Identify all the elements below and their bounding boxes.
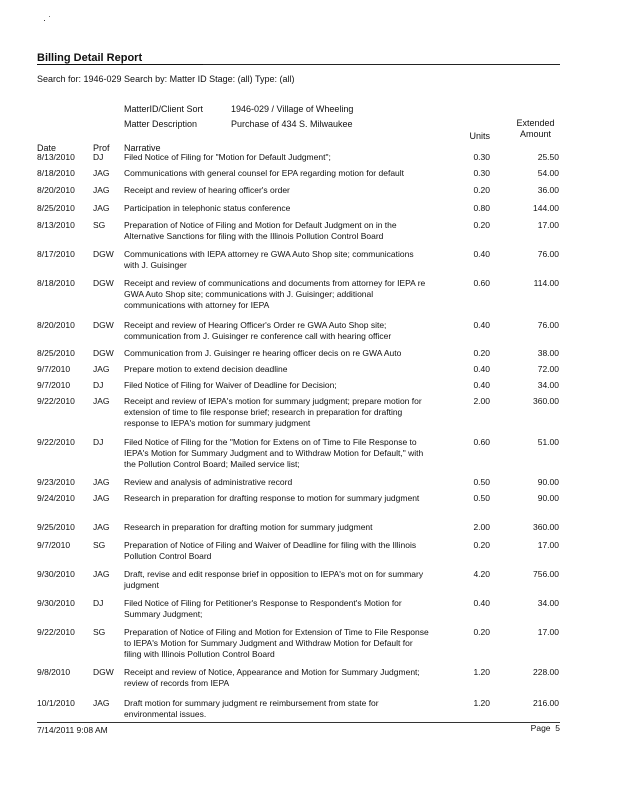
entry-amount: 360.00 (533, 522, 559, 532)
entry-prof: JAG (93, 185, 110, 195)
entry-date: 9/25/2010 (37, 522, 75, 532)
entry-prof: JAG (93, 522, 110, 532)
entry-prof: SG (93, 627, 106, 637)
entry-units: 1.20 (473, 667, 490, 677)
entry-amount: 114.00 (533, 278, 559, 288)
entry-prof: JAG (93, 698, 110, 708)
entry-units: 0.20 (473, 220, 490, 230)
matter-value: 1946-029 / Village of Wheeling (231, 104, 354, 114)
prof-header: Prof (93, 143, 110, 153)
entry-units: 2.00 (473, 396, 490, 406)
entry-prof: DGW (93, 348, 114, 358)
entry-amount: 76.00 (537, 320, 559, 330)
entry-amount: 72.00 (537, 364, 559, 374)
entry-date: 10/1/2010 (37, 698, 75, 708)
entry-units: 4.20 (473, 569, 490, 579)
entry-units: 0.20 (473, 348, 490, 358)
entry-narrative: Filed Notice of Filing for the "Motion for Extens on of Time to File Response to IEPA's Motion for Summary Judgment and to Withdraw Motion for Default," with the Pollution Control Board; Mailed service list; (124, 437, 424, 469)
entry-narrative: Review and analysis of administrative record (124, 477, 293, 487)
entry-date: 9/23/2010 (37, 477, 75, 487)
entry-narrative: Filed Notice of Filing for Petitioner's Response to Respondent's Motion for Summary Judgment; (124, 598, 402, 619)
report-title: Billing Detail Report (37, 52, 143, 64)
entry-amount: 17.00 (537, 220, 559, 230)
entry-narrative: Communications with general counsel for EPA regarding motion for default (124, 168, 405, 178)
entry-date: 8/13/2010 (37, 220, 75, 230)
entry-units: 0.20 (473, 627, 490, 637)
entry-prof: DGW (93, 249, 114, 259)
entry-date: 9/30/2010 (37, 569, 75, 579)
entry-date: 8/18/2010 (37, 278, 75, 288)
entry-narrative: Preparation of Notice of Filing and Motion for Default Judgment on in the Alternative Sanctions for filing with the Illinois Pollution Control Board (124, 220, 397, 241)
entry-date: 9/8/2010 (37, 667, 71, 677)
entry-prof: JAG (93, 396, 110, 406)
entry-date: 9/24/2010 (37, 493, 75, 503)
entry-amount: 34.00 (537, 598, 559, 608)
entry-units: 0.40 (473, 598, 490, 608)
entry-narrative: Research in preparation for drafting response to motion for summary judgment (124, 493, 420, 503)
entry-prof: JAG (93, 364, 110, 374)
amount-header-line2: Amount (519, 129, 552, 139)
entry-date: 8/18/2010 (37, 168, 75, 178)
entry-amount: 36.00 (537, 185, 559, 195)
entry-amount: 17.00 (537, 627, 559, 637)
entry-date: 9/22/2010 (37, 627, 75, 637)
entry-amount: 17.00 (537, 540, 559, 550)
entry-amount: 90.00 (537, 477, 559, 487)
entry-units: 0.80 (473, 203, 490, 213)
entry-units: 0.50 (473, 493, 490, 503)
entry-date: 9/7/2010 (37, 364, 71, 374)
entry-amount: 90.00 (537, 493, 559, 503)
description-label: Matter Description (124, 119, 198, 129)
corner-mark: · ˙ (43, 15, 52, 25)
entry-amount: 34.00 (537, 380, 559, 390)
page-label: Page (530, 723, 551, 733)
entry-units: 0.60 (473, 437, 490, 447)
entry-amount: 228.00 (533, 667, 559, 677)
entry-prof: DGW (93, 320, 114, 330)
printed-timestamp: 7/14/2011 9:08 AM (37, 725, 108, 735)
entry-amount: 25.50 (537, 152, 559, 162)
entry-date: 9/7/2010 (37, 540, 71, 550)
page-number: 5 (555, 723, 560, 733)
entry-date: 9/22/2010 (37, 396, 75, 406)
entry-amount: 216.00 (533, 698, 559, 708)
date-header: Date (37, 143, 57, 153)
entry-prof: DJ (93, 598, 104, 608)
entry-prof: JAG (93, 477, 110, 487)
entry-narrative: Preparation of Notice of Filing and Waiver of Deadline for filing with the Illinois Pollution Control Board (124, 540, 417, 561)
entry-units: 1.20 (473, 698, 490, 708)
entry-amount: 756.00 (533, 569, 559, 579)
page-indicator (520, 723, 560, 733)
entry-date: 8/13/2010 (37, 152, 75, 162)
entry-narrative: Draft motion for summary judgment re reimbursement from state for environmental issues. (124, 698, 379, 719)
entry-units: 0.40 (473, 320, 490, 330)
entry-narrative: Filed Notice of Filing for "Motion for Default Judgment"; (124, 152, 331, 162)
title-underline (37, 64, 203, 65)
entry-narrative: Draft, revise and edit response brief in opposition to IEPA's mot on for summary judgment (124, 569, 424, 590)
entry-amount: 54.00 (537, 168, 559, 178)
entry-narrative: Receipt and review of Hearing Officer's Order re GWA Auto Shop site; communication from J. Guisinger re conference call with hearing officer (124, 320, 392, 341)
entry-amount: 360.00 (533, 396, 559, 406)
entry-units: 0.40 (473, 364, 490, 374)
entry-units: 0.20 (473, 185, 490, 195)
entry-date: 8/20/2010 (37, 320, 75, 330)
entry-prof: JAG (93, 569, 110, 579)
units-header: Units (469, 131, 490, 141)
entry-prof: DGW (93, 667, 114, 677)
entry-prof: DJ (93, 380, 104, 390)
amount-header-line1: Extended (516, 118, 555, 128)
entry-prof: JAG (93, 168, 110, 178)
entry-narrative: Prepare motion to extend decision deadline (124, 364, 288, 374)
entry-amount: 51.00 (537, 437, 559, 447)
entry-date: 9/22/2010 (37, 437, 75, 447)
entry-date: 9/7/2010 (37, 380, 71, 390)
entry-narrative: Receipt and review of hearing officer's order (124, 185, 290, 195)
entry-narrative: Participation in telephonic status conference (124, 203, 291, 213)
entry-narrative: Communication from J. Guisinger re hearing officer decis on re GWA Auto (124, 348, 402, 358)
entry-date: 8/25/2010 (37, 348, 75, 358)
entry-date: 9/30/2010 (37, 598, 75, 608)
entry-units: 0.30 (473, 152, 490, 162)
entry-units: 0.40 (473, 249, 490, 259)
entry-narrative: Receipt and review of communications and documents from attorney for IEPA re GWA Auto Shop site; communications with J. Guisinger; additional communications with attorney for IEPA (124, 278, 426, 310)
entry-amount: 76.00 (537, 249, 559, 259)
entry-narrative: Communications with IEPA attorney re GWA Auto Shop site; communications with J. Guisinger (124, 249, 414, 270)
narrative-header: Narrative (124, 143, 161, 153)
entry-date: 8/25/2010 (37, 203, 75, 213)
entry-prof: SG (93, 540, 106, 550)
entry-prof: DJ (93, 152, 104, 162)
entry-prof: JAG (93, 493, 110, 503)
entry-prof: SG (93, 220, 106, 230)
entry-units: 0.50 (473, 477, 490, 487)
entry-units: 2.00 (473, 522, 490, 532)
entry-units: 0.20 (473, 540, 490, 550)
entry-units: 0.30 (473, 168, 490, 178)
entry-narrative: Receipt and review of Notice, Appearance and Motion for Summary Judgment; review of records from IEPA (124, 667, 420, 688)
search-criteria: Search for: 1946-029 Search by: Matter ID Stage: (all) Type: (all) (37, 74, 295, 84)
matter-label: MatterID/Client Sort (124, 104, 204, 114)
entry-narrative: Research in preparation for drafting motion for summary judgment (124, 522, 373, 532)
entry-date: 8/17/2010 (37, 249, 75, 259)
entry-prof: JAG (93, 203, 110, 213)
description-value: Purchase of 434 S. Milwaukee (231, 119, 353, 129)
entry-narrative: Preparation of Notice of Filing and Motion for Extension of Time to File Response to IEPA's Motion for Summary Judgment and Withdraw Motion for Default for filing with Illinois Pollution Control Board (124, 627, 429, 659)
entry-prof: DJ (93, 437, 104, 447)
entry-amount: 144.00 (533, 203, 559, 213)
entry-prof: DGW (93, 278, 114, 288)
entry-narrative: Receipt and review of IEPA's motion for summary judgment; prepare motion for extension of time to file response brief; research in preparation for drafting response to IEPA's motion for summary judgment (124, 396, 422, 428)
entry-date: 8/20/2010 (37, 185, 75, 195)
footer-rule (37, 722, 560, 723)
entry-units: 0.40 (473, 380, 490, 390)
entry-amount: 38.00 (537, 348, 559, 358)
entry-units: 0.60 (473, 278, 490, 288)
entry-narrative: Filed Notice of Filing for Waiver of Deadline for Decision; (124, 380, 337, 390)
